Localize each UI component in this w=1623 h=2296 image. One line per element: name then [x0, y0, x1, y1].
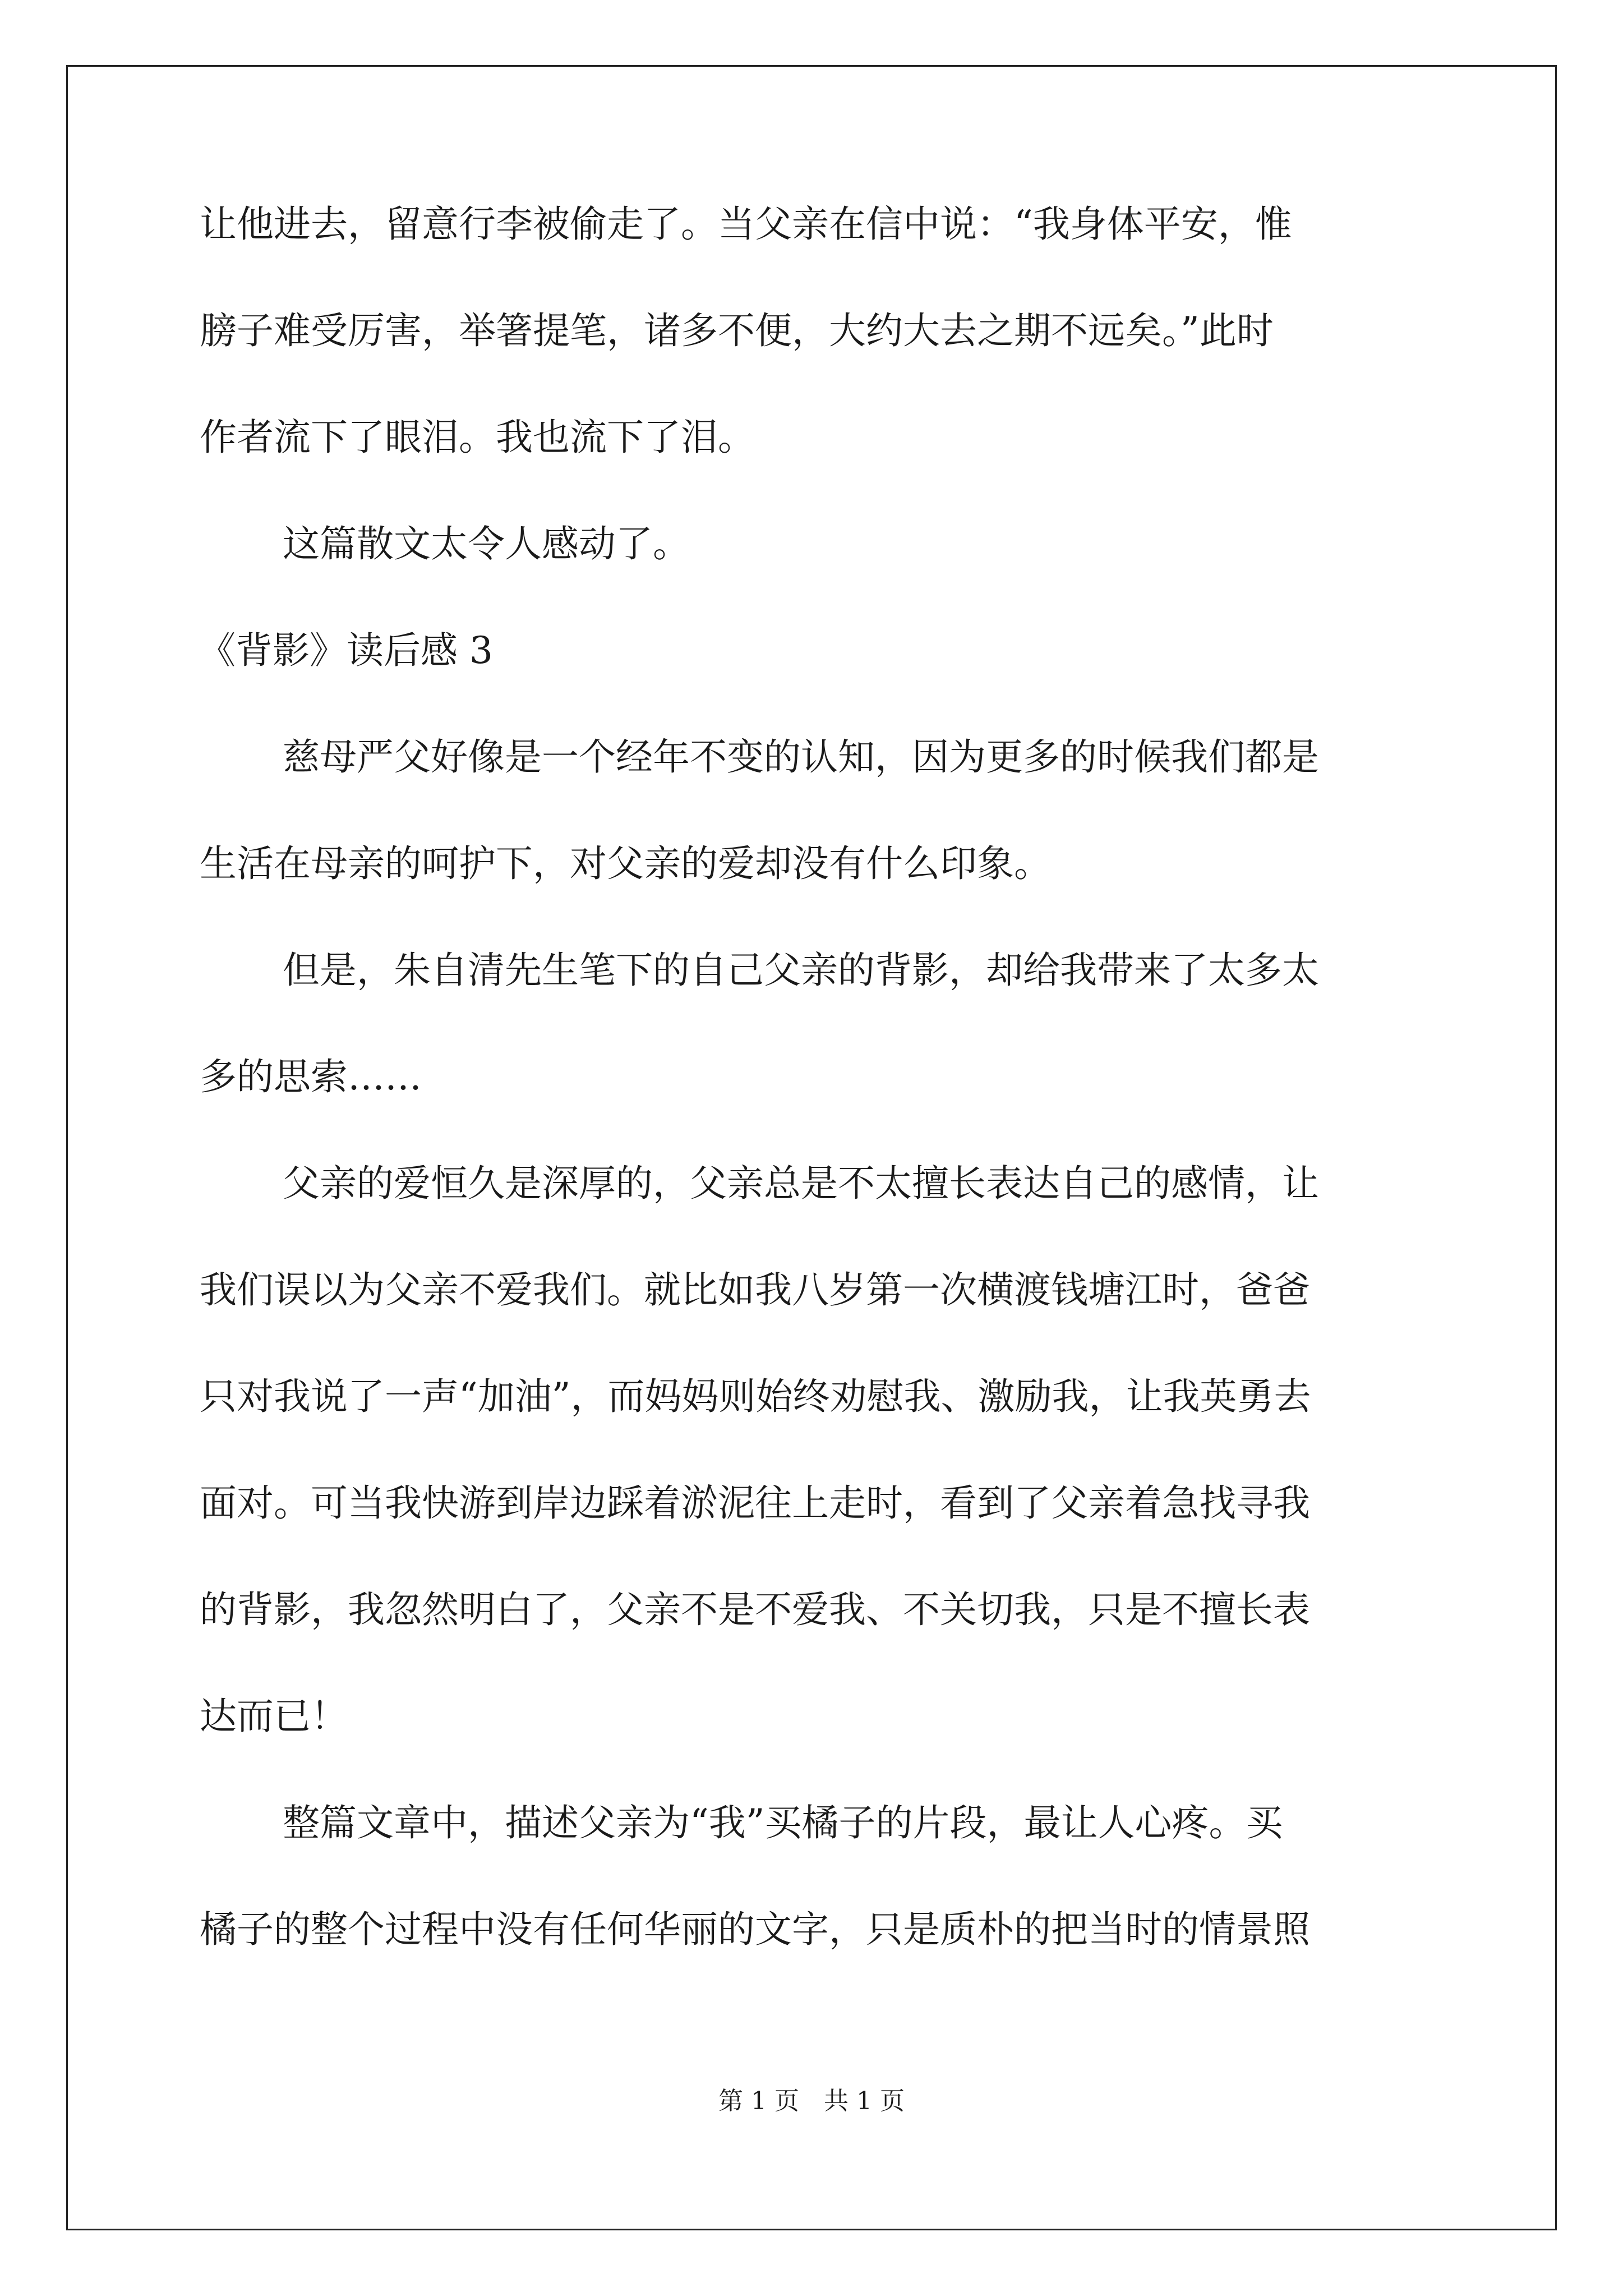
text-line: 生活在母亲的呵护下，对父亲的爱却没有什么印象。	[200, 842, 1051, 885]
text-line: 只对我说了一声“加油”，而妈妈则始终劝慰我、激励我，让我英勇去	[200, 1375, 1311, 1418]
text-line: 膀子难受厉害，举箸提笔，诸多不便，大约大去之期不远矣。”此时	[200, 309, 1274, 352]
text-line: 我们误以为父亲不爱我们。就比如我八岁第一次横渡钱塘江时，爸爸	[200, 1268, 1310, 1312]
text-line: 作者流下了眼泪。我也流下了泪。	[200, 416, 755, 459]
text-line: 橘子的整个过程中没有任何华丽的文字，只是质朴的把当时的情景照	[200, 1908, 1310, 1951]
page-footer: 第 1 页 共 1 页	[718, 2087, 905, 2115]
text-line: 面对。可当我快游到岸边踩着淤泥往上走时，看到了父亲着急找寻我	[200, 1481, 1310, 1525]
page-border	[66, 65, 1557, 2230]
paragraph-line: 整篇文章中，描述父亲为“我”买橘子的片段，最让人心疼。买	[283, 1801, 1283, 1844]
section-heading: 《背影》读后感 3	[199, 629, 493, 672]
paragraph-line: 父亲的爱恒久是深厚的，父亲总是不太擅长表达自己的感情，让	[283, 1162, 1319, 1205]
text-line: 多的思索……	[200, 1055, 422, 1098]
text-line: 让他进去，留意行李被偷走了。当父亲在信中说：“我身体平安，惟	[200, 203, 1292, 246]
paragraph-line: 这篇散文太令人感动了。	[283, 522, 690, 565]
text-line: 的背影，我忽然明白了，父亲不是不爱我、不关切我，只是不擅长表	[200, 1588, 1310, 1631]
text-line: 达而已！	[200, 1695, 348, 1738]
paragraph-line: 慈母严父好像是一个经年不变的认知，因为更多的时候我们都是	[283, 735, 1319, 779]
paragraph-line: 但是，朱自清先生笔下的自己父亲的背影，却给我带来了太多太	[283, 949, 1319, 992]
